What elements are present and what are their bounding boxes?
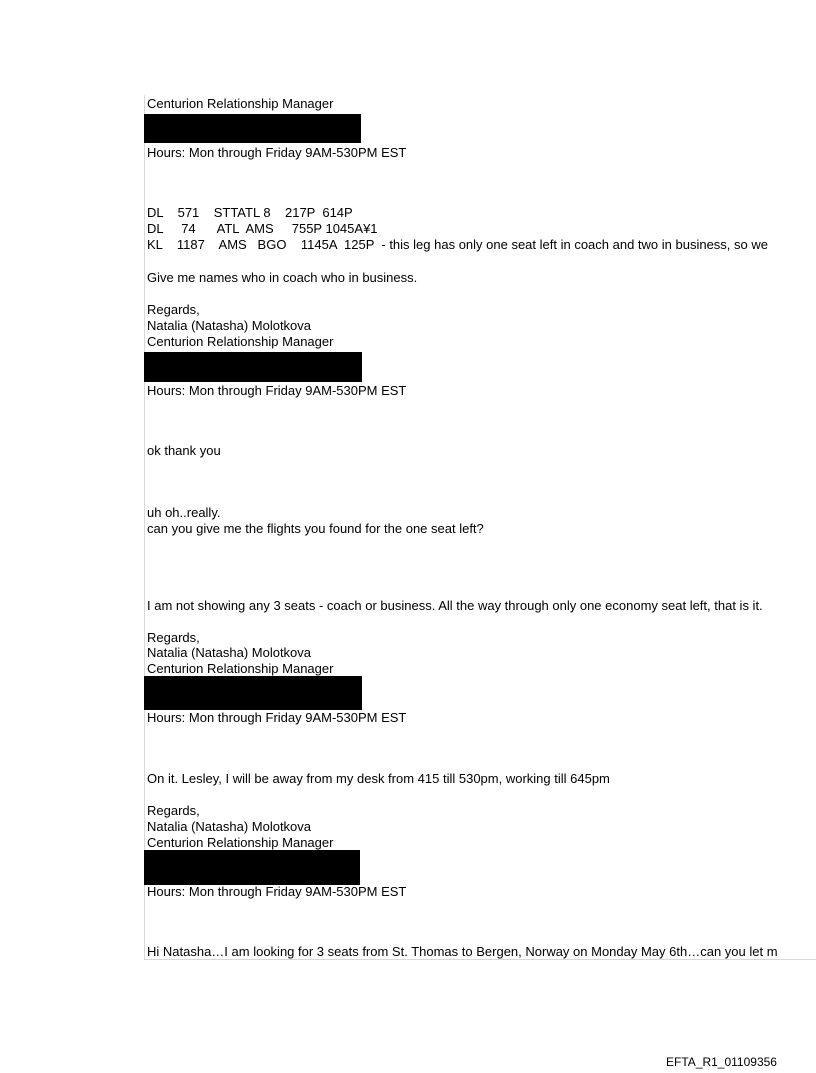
redaction-block — [144, 352, 362, 382]
document-id: EFTA_R1_01109356 — [666, 1055, 777, 1069]
signature-hours: Hours: Mon through Friday 9AM-530PM EST — [147, 884, 407, 899]
message-text: uh oh..really. — [147, 505, 221, 520]
signature-hours: Hours: Mon through Friday 9AM-530PM EST — [147, 710, 407, 725]
signature-title: Centurion Relationship Manager — [147, 334, 334, 349]
signature-title: Centurion Relationship Manager — [147, 661, 334, 676]
signature-regards: Regards, — [147, 302, 200, 317]
redaction-block — [144, 676, 362, 710]
signature-title: Centurion Relationship Manager — [147, 96, 334, 111]
signature-hours: Hours: Mon through Friday 9AM-530PM EST — [147, 383, 407, 398]
flight-line: DL 571 STTATL 8 217P 614P — [147, 205, 353, 220]
flight-line: KL 1187 AMS BGO 1145A 125P - this leg has only one seat left in coach and two in business, so we — [147, 237, 768, 252]
redaction-block — [144, 114, 361, 143]
signature-regards: Regards, — [147, 803, 200, 818]
flight-line: DL 74 ATL AMS 755P 1045A¥1 — [147, 221, 378, 236]
message-text: On it. Lesley, I will be away from my desk from 415 till 530pm, working till 645pm — [147, 771, 610, 786]
signature-regards: Regards, — [147, 630, 200, 645]
left-border — [144, 95, 145, 960]
signature-hours: Hours: Mon through Friday 9AM-530PM EST — [147, 145, 407, 160]
message-text: ok thank you — [147, 443, 221, 458]
message-text: Give me names who in coach who in business. — [147, 270, 418, 285]
signature-name: Natalia (Natasha) Molotkova — [147, 645, 312, 660]
redaction-block — [144, 850, 360, 885]
signature-name: Natalia (Natasha) Molotkova — [147, 819, 312, 834]
signature-name: Natalia (Natasha) Molotkova — [147, 318, 312, 333]
message-text: can you give me the flights you found for the one seat left? — [147, 521, 484, 536]
signature-title: Centurion Relationship Manager — [147, 835, 334, 850]
message-text: I am not showing any 3 seats - coach or business. All the way through only one economy seat left, that is it. — [147, 598, 763, 613]
message-text: Hi Natasha…I am looking for 3 seats from St. Thomas to Bergen, Norway on Monday May 6th…can you let m — [147, 944, 778, 959]
